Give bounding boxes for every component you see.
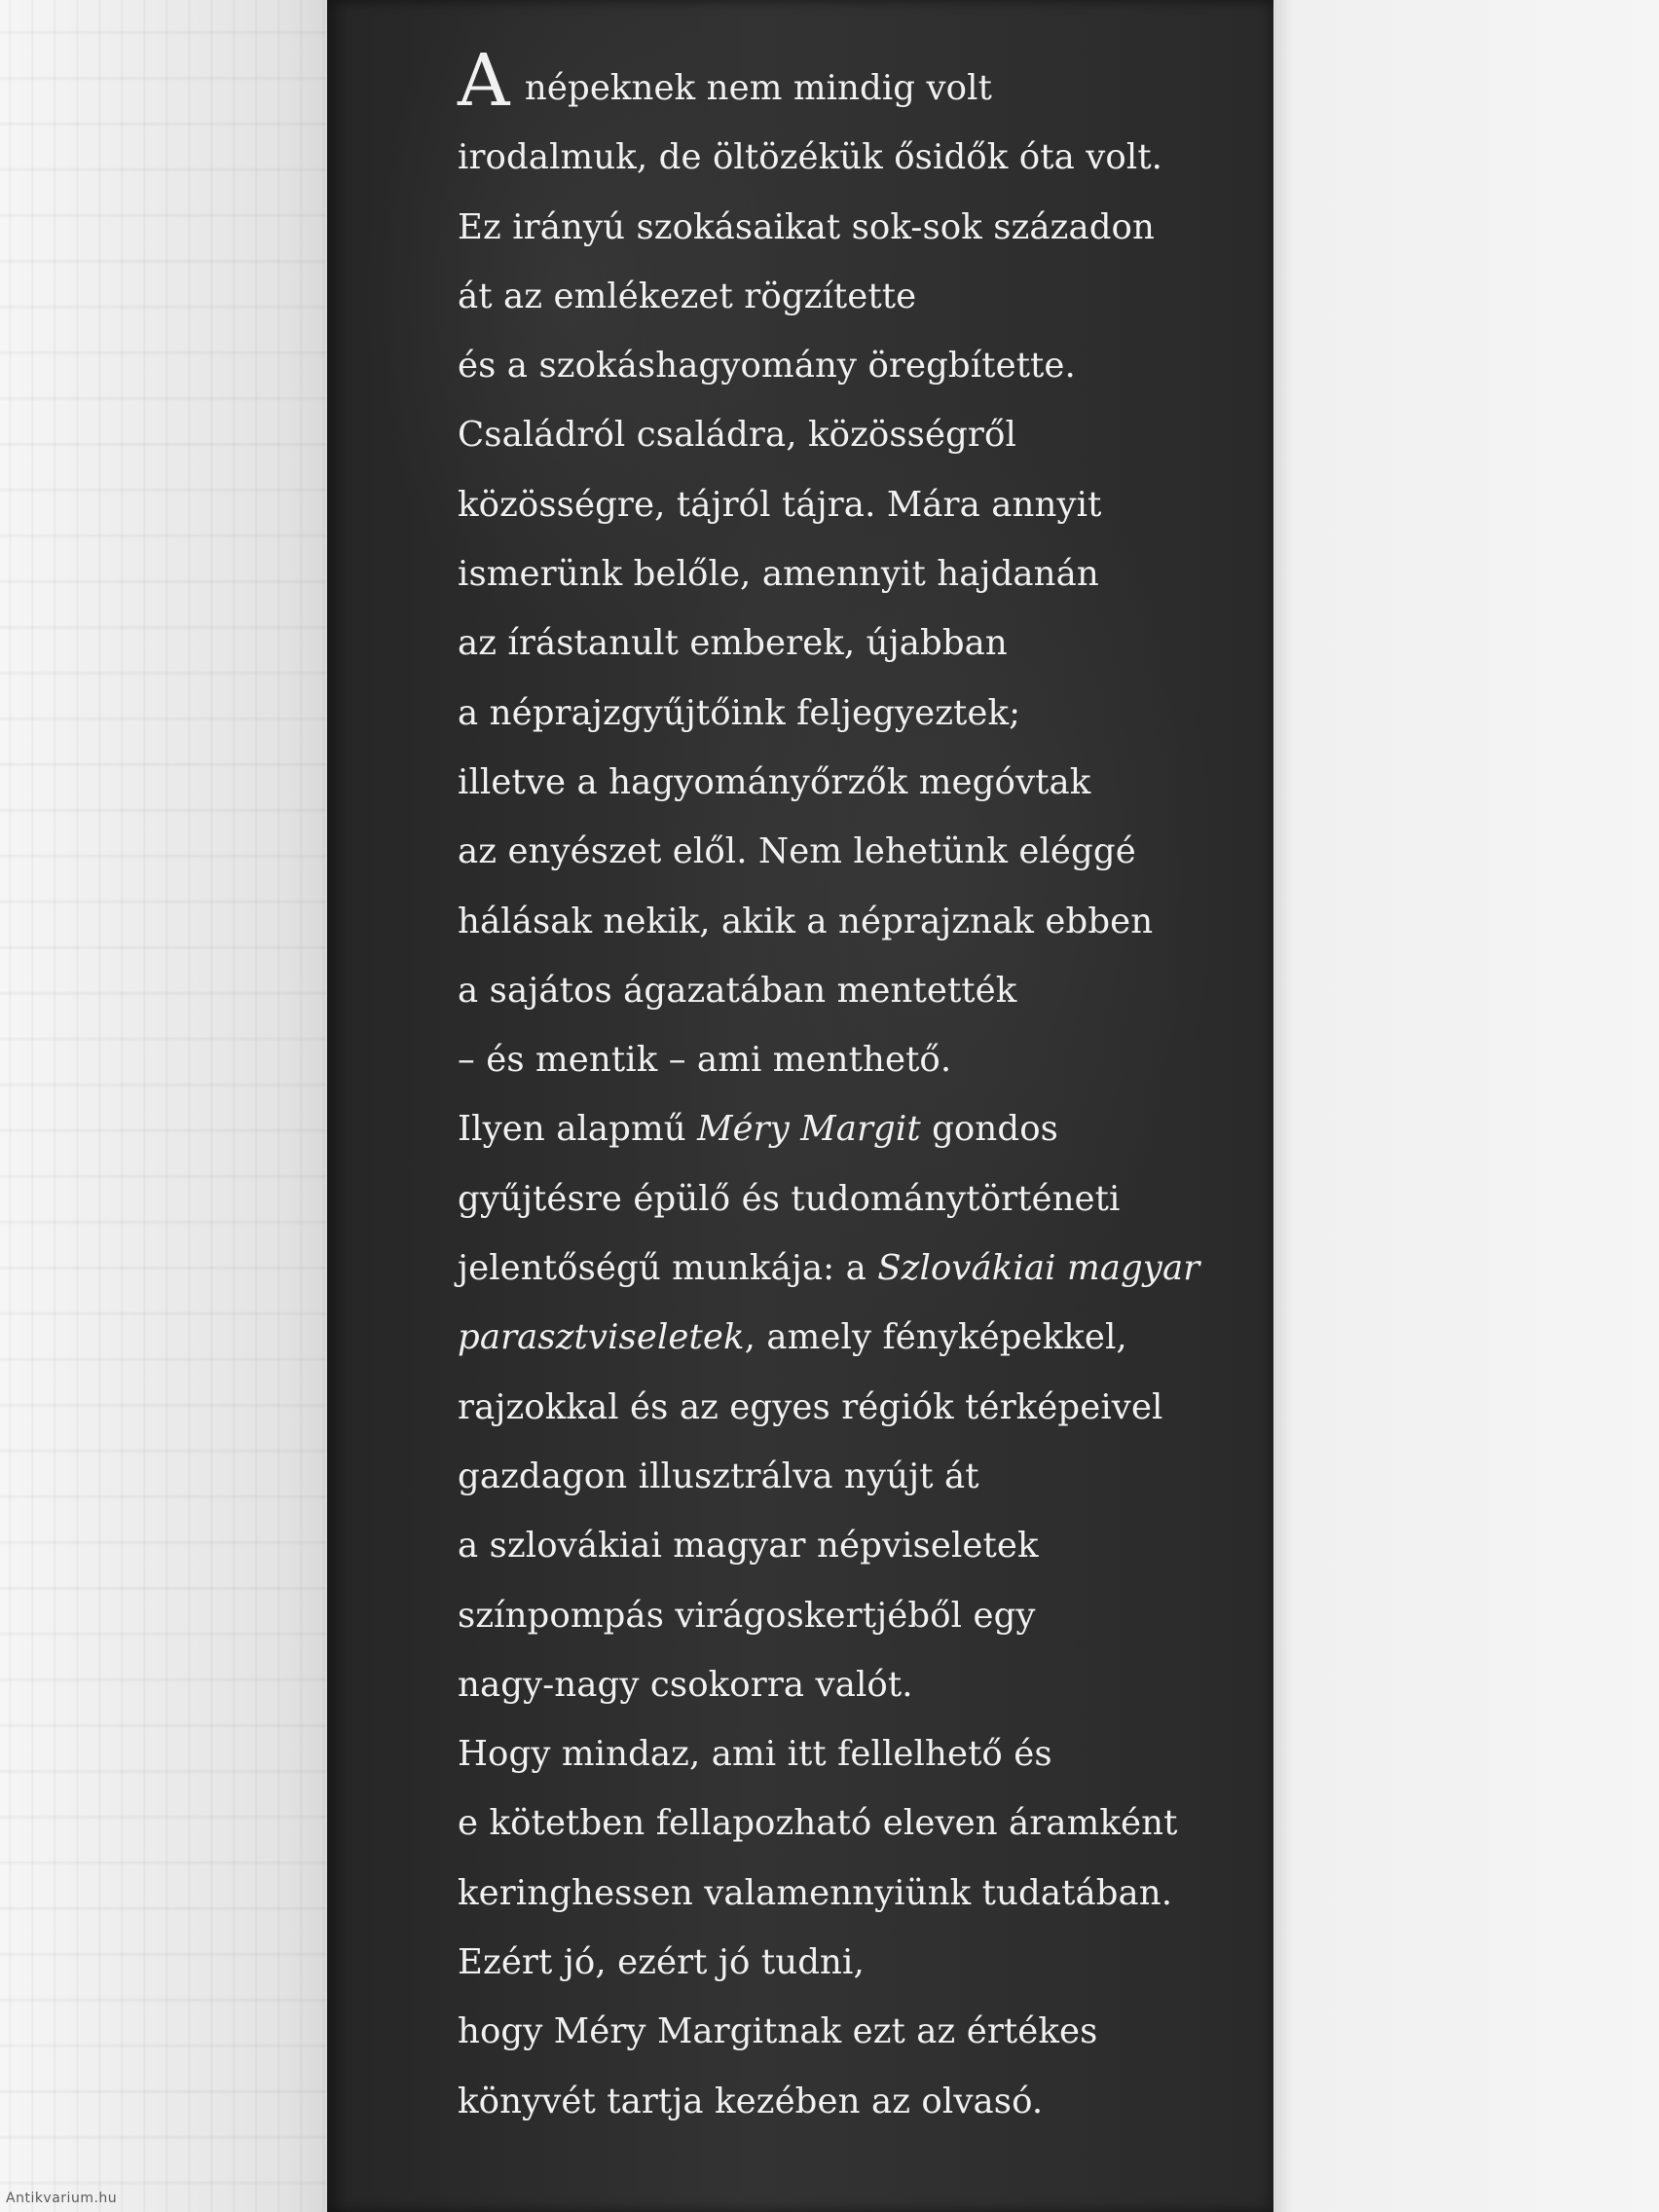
blurb-line-10: a néprajzgyűjtőink feljegyeztek; <box>458 692 1021 733</box>
blurb-line-15: – és mentik – ami menthető. <box>458 1040 952 1081</box>
blurb-line-7: közösségre, tájról tájra. Mára annyit <box>458 484 1102 525</box>
blurb-line-26: e kötetben fellapozható eleven áramként <box>458 1803 1178 1844</box>
blurb-line-5: és a szokáshagyomány öregbítette. <box>458 346 1076 387</box>
blurb-line-16: Ilyen alapmű Méry Margit gondos <box>458 1109 1058 1150</box>
blurb-line-23: színpompás virágoskertjéből egy <box>458 1595 1036 1636</box>
cover-blurb-text <box>458 39 1256 2136</box>
blurb-line-29: hogy Méry Margitnak ezt az értékes <box>458 2011 1098 2052</box>
blurb-line-27: keringhessen valamennyiünk tudatában. <box>458 1872 1173 1913</box>
blurb-line-22: a szlovákiai magyar népviseletek <box>458 1526 1039 1567</box>
blurb-line-2: irodalmuk, de öltözékük ősidők óta volt. <box>458 137 1163 178</box>
blurb-line-13: hálásak nekik, akik a néprajznak ebben <box>458 901 1154 941</box>
blurb-line-18: jelentőségű munkája: a Szlovákiai magyar <box>458 1248 1200 1289</box>
blurb-line-8: ismerünk belőle, amennyit hajdanán <box>458 554 1099 595</box>
blurb-line-21: gazdagon illusztrálva nyújt át <box>458 1456 979 1496</box>
blurb-line-19: parasztviseletek, amely fényképekkel, <box>458 1317 1127 1358</box>
book-title-italic-part1: Szlovákiai magyar <box>877 1248 1200 1289</box>
drop-cap: A <box>458 39 510 123</box>
blurb-line-6: Családról családra, közösségről <box>458 415 1016 456</box>
blurb-line-14: a sajátos ágazatában mentették <box>458 970 1017 1011</box>
site-watermark: Antikvarium.hu <box>6 2191 118 2206</box>
blurb-line-24: nagy-nagy csokorra valót. <box>458 1664 913 1705</box>
blurb-line-30: könyvét tartja kezében az olvasó. <box>458 2081 1044 2121</box>
blurb-line-9: az írástanult emberek, újabban <box>458 623 1008 664</box>
blurb-line-4: át az emlékezet rögzítette <box>458 276 917 316</box>
blurb-line-28: Ezért jó, ezért jó tudni, <box>458 1942 865 1983</box>
blurb-line-25: Hogy mindaz, ami itt fellelhető és <box>458 1734 1052 1775</box>
blurb-line-17: gyűjtésre épülő és tudománytörténeti <box>458 1178 1121 1219</box>
author-name-italic: Méry Margit <box>697 1109 921 1150</box>
blurb-line-11: illetve a hagyományőrzők megóvtak <box>458 761 1091 802</box>
blurb-line-3: Ez irányú szokásaikat sok-sok századon <box>458 206 1155 247</box>
book-title-italic-part2: parasztviseletek <box>458 1317 745 1358</box>
left-white-strip <box>0 0 331 2212</box>
blurb-line-12: az enyészet elől. Nem lehetünk eléggé <box>458 831 1136 872</box>
blurb-line-20: rajzokkal és az egyes régiók térképeivel <box>458 1386 1163 1427</box>
right-white-area <box>1273 0 1659 2212</box>
blurb-line-1: A népeknek nem mindig volt <box>458 39 992 123</box>
